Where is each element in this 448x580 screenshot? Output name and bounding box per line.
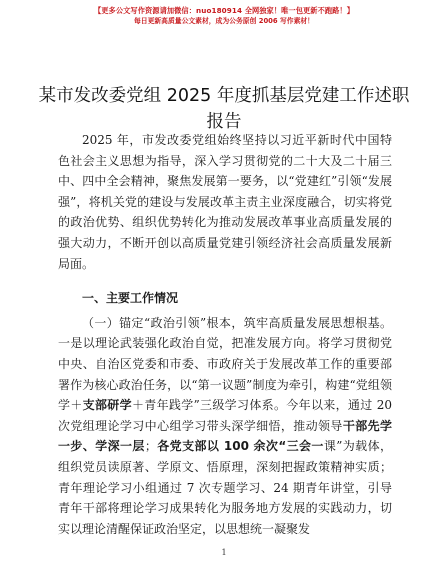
paragraph-text: ； <box>144 439 157 454</box>
section-heading: 一、主要工作情况 <box>82 291 179 306</box>
body-paragraph <box>58 313 392 540</box>
document-title: 某市发改委党组 2025 年度抓基层党建工作述职报告 <box>38 86 410 132</box>
intro-paragraph: 2025 年，市发改委党组始终坚持以习近平新时代中国特色社会主义思想为指导，深入学习贯彻党的二十大及二十届三中、四中全会精神，聚焦发展第一要务，以“党建红”引领“发展强”，将机关党的建设与发展改革主责主业深度融合，切实将党的政治优势、组织优势转化为推动发展改革事业高质量发展的强大动力，不断开创以高质量党建引领经济社会高质量发展新局面。 <box>58 133 392 271</box>
paragraph-text: （一）锚定“政治引领”根本，筑牢高质量发展思想根基。一是以理论武装强化政治自觉，把准发展方向。将学习贯彻党中央、自治区党委和市委、市政府关于发展改革工作的重要部署作为核心政治任务，以“第一议题”制度为牵引，构建“党组领学＋ <box>58 315 392 413</box>
emphasis-text: 各党支部以 100 余次“三会一 <box>156 439 324 454</box>
paragraph-text: 课”为载体，组织党员读原著、学原文、悟原理，深刻把握政策精神实质；青年理论学习小组通过 7 次专题学习、24 期青年讲堂，引导青年干部将理论学习成果转化为服务地方发展的实践动力，切实以理论清醒保证政治坚定，以思想统一凝聚发 <box>58 439 392 536</box>
emphasis-text: 支部研学 <box>82 398 132 413</box>
promo-banner-line-2: 每日更新高质量公文素材，成为公务原创 2006 写作素材！ <box>134 17 314 25</box>
paragraph-text: ＋青年践学”三级学习体系。今年以来，通过 20 次党组理论学习中心组学习带头深学细悟，推动领导 <box>58 398 392 433</box>
document-body <box>58 130 392 539</box>
page-number: 1 <box>221 548 227 557</box>
emphasis-text: 干部先学一步、学深一层 <box>58 418 392 454</box>
promo-banner <box>0 6 448 26</box>
promo-banner-line-1: 【更多公文写作资源请加微信：nuo180914 全网独家！唯一包更新不跑路！】 <box>93 6 355 15</box>
